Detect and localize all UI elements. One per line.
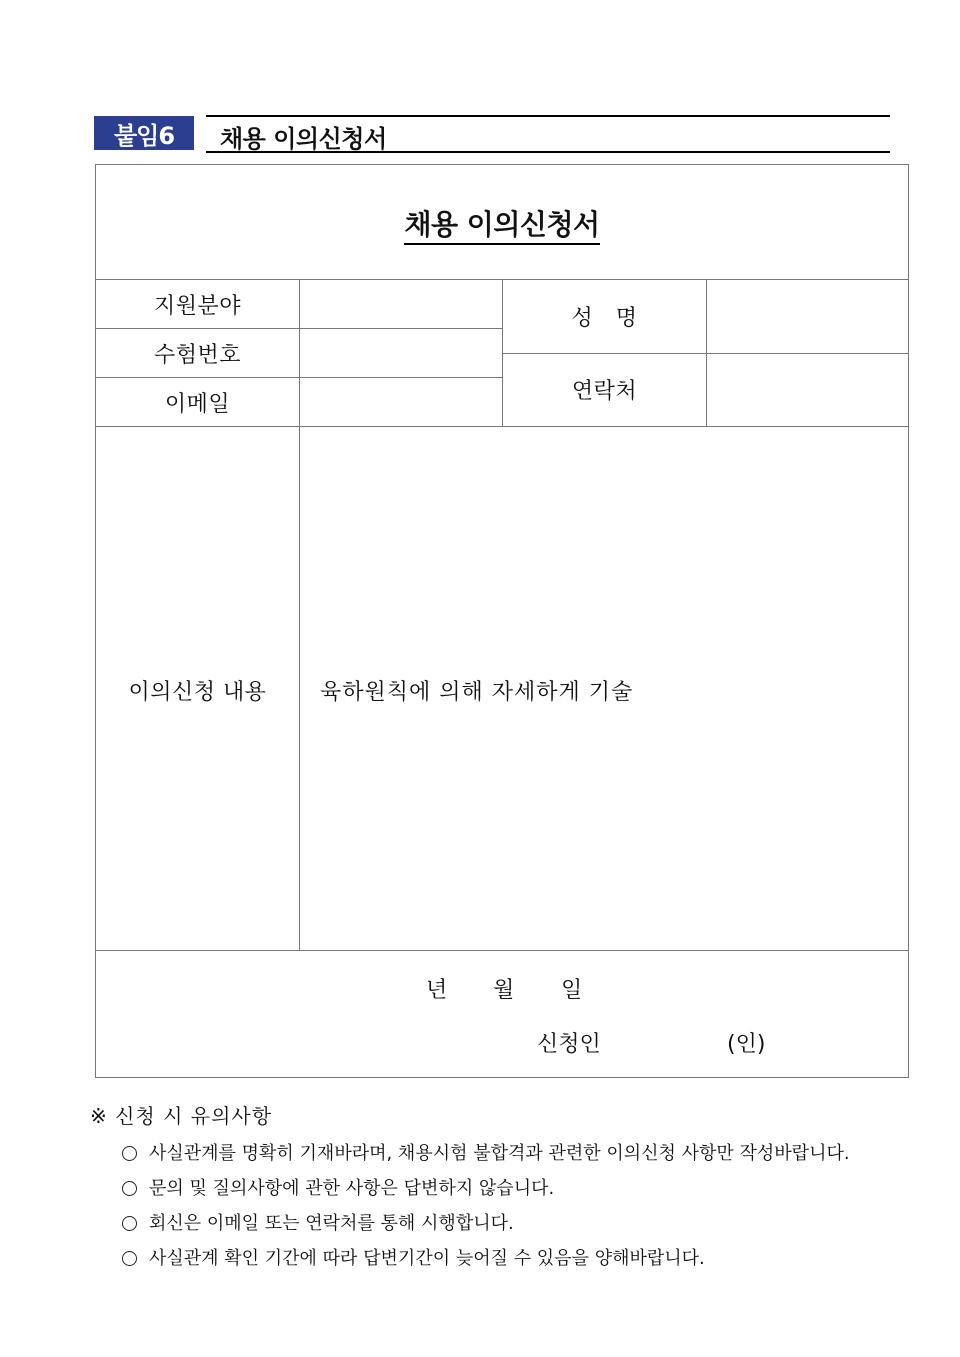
notes-title: ※ 신청 시 유의사항 xyxy=(90,1104,273,1128)
header-title: 채용 이의신청서 xyxy=(220,125,387,153)
name-input[interactable] xyxy=(707,280,908,353)
content-hint: 육하원칙에 의해 자세하게 기술 xyxy=(320,680,634,705)
attachment-badge: 붙임6 xyxy=(94,116,194,150)
note-item: 사실관계를 명확히 기재바라며, 채용시험 불합격과 관련한 이의신청 사항만 작성바랍니다. xyxy=(122,1139,890,1162)
objection-content-input[interactable] xyxy=(300,427,908,950)
note-item: 사실관계 확인 기간에 따라 답변기간이 늦어질 수 있음을 양해바랍니다. xyxy=(122,1244,890,1267)
seal-mark: (인) xyxy=(727,1032,766,1057)
label-exam-number: 수험번호 xyxy=(153,343,241,368)
date-year: 년 xyxy=(426,978,448,1003)
email-input[interactable] xyxy=(300,378,502,426)
circle-bullet-icon xyxy=(122,1146,137,1161)
circle-bullet-icon xyxy=(122,1181,137,1196)
date-month: 월 xyxy=(493,978,515,1003)
applicant-label: 신청인 xyxy=(537,1032,601,1057)
label-objection-content: 이의신청 내용 xyxy=(128,680,267,705)
label-email: 이메일 xyxy=(164,392,231,417)
divider xyxy=(96,950,908,951)
notes-section xyxy=(90,1100,890,1279)
form-title: 채용 이의신청서 xyxy=(96,203,908,243)
label-contact: 연락처 xyxy=(571,379,638,404)
label-field: 지원분야 xyxy=(153,294,241,319)
date-day: 일 xyxy=(561,978,583,1003)
header-title-frame xyxy=(206,115,890,153)
note-item: 회신은 이메일 또는 연락처를 통해 시행합니다. xyxy=(122,1209,890,1232)
circle-bullet-icon xyxy=(122,1251,137,1266)
circle-bullet-icon xyxy=(122,1216,137,1231)
exam-number-input[interactable] xyxy=(300,329,502,377)
objection-form xyxy=(95,164,909,1078)
attachment-header xyxy=(94,115,890,151)
field-input[interactable] xyxy=(300,280,502,328)
note-item: 문의 및 질의사항에 관한 사항은 답변하지 않습니다. xyxy=(122,1174,890,1197)
label-name: 성 명 xyxy=(571,306,638,331)
contact-input[interactable] xyxy=(707,354,908,426)
